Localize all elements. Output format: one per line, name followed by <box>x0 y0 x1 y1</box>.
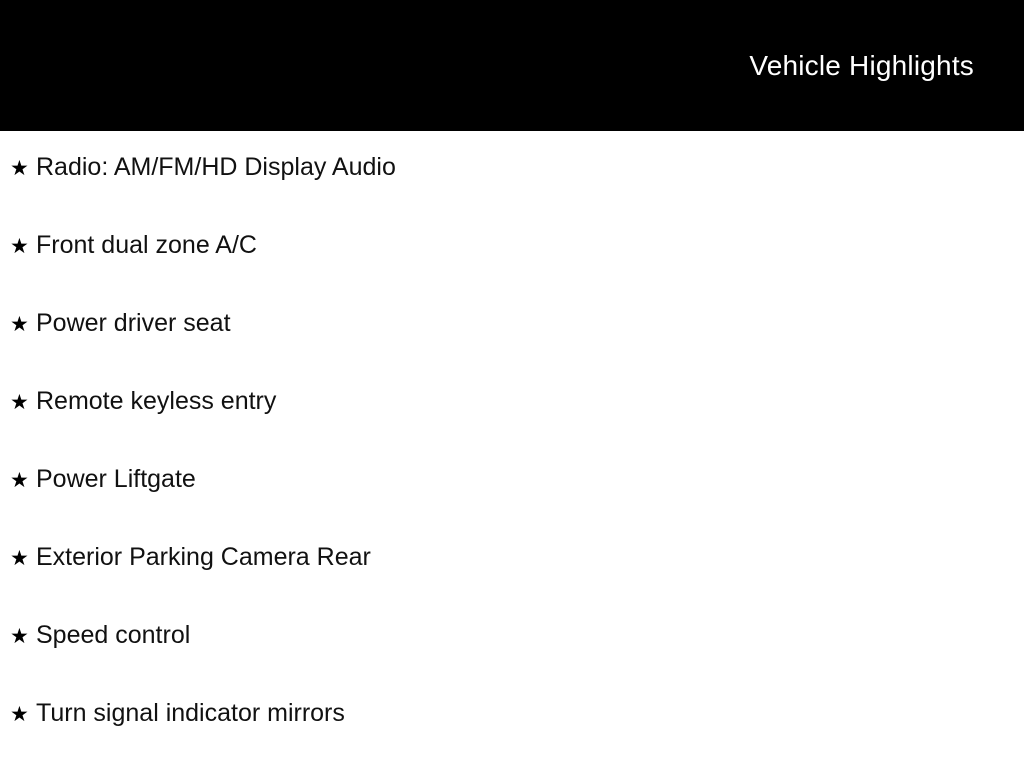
list-item-label: Power driver seat <box>36 309 231 337</box>
list-item-label: Speed control <box>36 621 191 649</box>
star-icon: ★ <box>10 157 29 180</box>
star-icon: ★ <box>10 235 29 258</box>
page-title: Vehicle Highlights <box>749 49 974 81</box>
list-item-label: Radio: AM/FM/HD Display Audio <box>36 153 396 181</box>
star-icon: ★ <box>10 547 29 570</box>
list-item-label: Remote keyless entry <box>36 387 277 415</box>
list-item-label: Exterior Parking Camera Rear <box>36 543 371 571</box>
list-item <box>0 701 1024 779</box>
list-item <box>0 389 1024 467</box>
vehicle-highlights-list <box>0 131 1024 779</box>
list-item <box>0 155 1024 233</box>
list-item <box>0 311 1024 389</box>
page-header <box>0 0 1024 131</box>
star-icon: ★ <box>10 391 29 414</box>
list-item <box>0 467 1024 545</box>
list-item <box>0 545 1024 623</box>
list-item-label: Power Liftgate <box>36 465 196 493</box>
list-item <box>0 233 1024 311</box>
star-icon: ★ <box>10 625 29 648</box>
list-item <box>0 623 1024 701</box>
star-icon: ★ <box>10 469 29 492</box>
list-item-label: Turn signal indicator mirrors <box>36 699 345 727</box>
star-icon: ★ <box>10 703 29 726</box>
star-icon: ★ <box>10 313 29 336</box>
list-item-label: Front dual zone A/C <box>36 231 257 259</box>
